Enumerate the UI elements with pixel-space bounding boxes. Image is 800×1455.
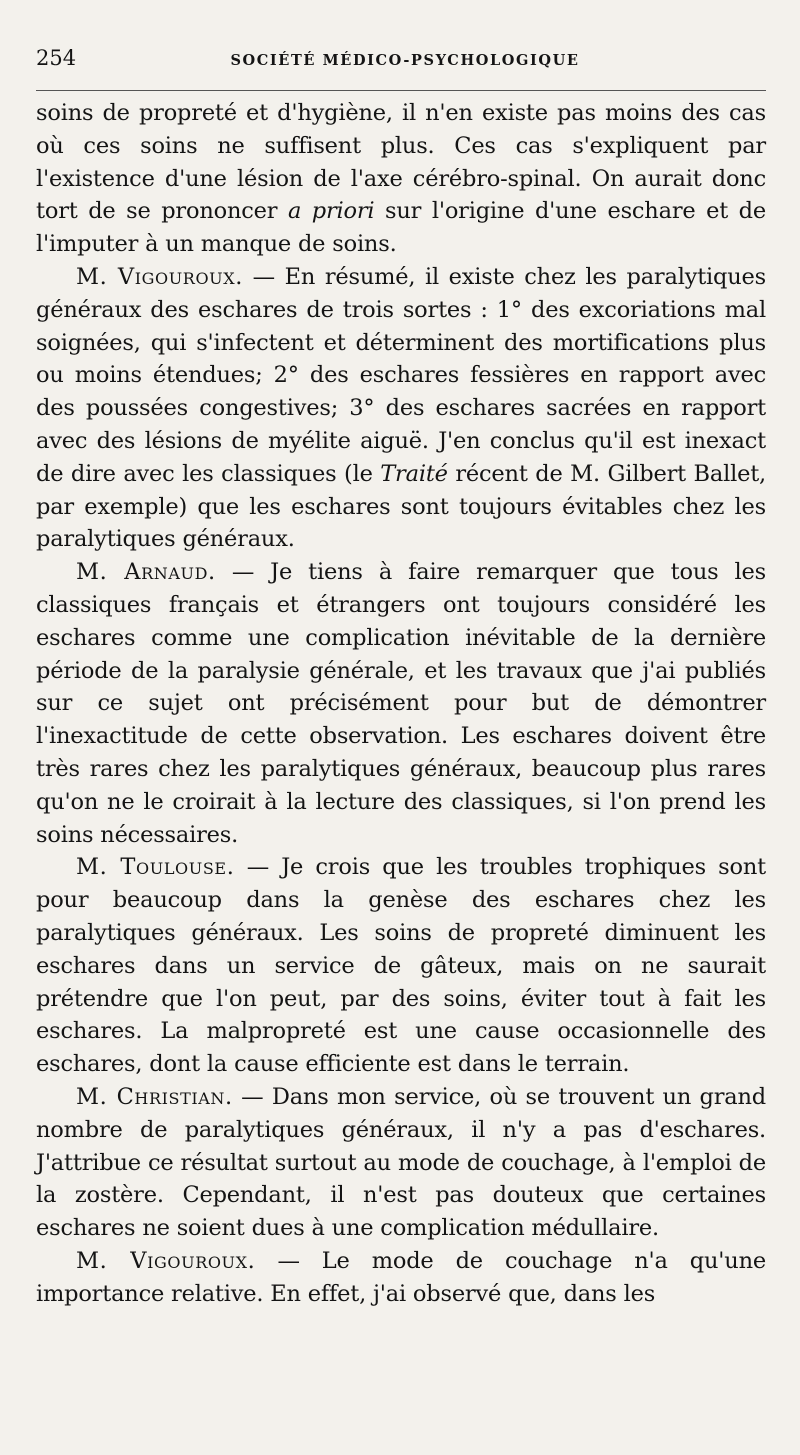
paragraph xyxy=(36,261,766,556)
body-text xyxy=(36,97,766,1310)
paragraph xyxy=(36,97,766,261)
speaker-name: M. Toulouse. xyxy=(76,854,235,881)
italic-text: Traité xyxy=(380,460,448,487)
journal-title: SOCIÉTÉ MÉDICO-PSYCHOLOGIQUE xyxy=(230,52,580,69)
text-segment: — Je tiens à faire remarquer que tous les classiques français et étrangers ont toujours considéré les eschares comme une complication inévitable de la dernière période de la paralysie générale, et les travaux que j'ai publiés sur ce sujet ont précisément pour but de démontrer l'inexactitude de cette observation. Les eschares doivent être très rares chez les paralytiques généraux, beaucoup plus rares qu'on ne le croirait à la lecture des classiques, si l'on prend les soins nécessaires. xyxy=(36,559,766,848)
speaker-name: M. Vigouroux. xyxy=(76,1247,256,1274)
page-number: 254 xyxy=(36,46,77,70)
text-segment: — Je crois que les troubles trophiques sont pour beaucoup dans la genèse des eschares chez les paralytiques généraux. Les soins de propreté diminuent les eschares dans un service de gâteux, mais on ne saurait prétendre que l'on peut, par des soins, éviter tout à fait les eschares. La malpropreté est une cause occasionnelle des eschares, dont la cause efficiente est dans le terrain. xyxy=(36,854,767,1078)
speaker-name: M. Christian. xyxy=(76,1083,233,1110)
running-head xyxy=(36,46,766,91)
text-segment: — En résumé, il existe chez les paralytiques généraux des eschares de trois sortes : 1° des excoriations mal soignées, qui s'infectent et déterminent des mortifications plus ou moins étendues; 2° des eschares fessières en rapport avec des poussées congestives; 3° des eschares sacrées en rapport avec des lésions de myélite aiguë. J'en conclus qu'il est inexact de dire avec les classiques (le xyxy=(36,263,767,487)
paragraph xyxy=(36,1081,766,1245)
paragraph xyxy=(36,851,766,1081)
text-segment: — Le mode de couchage n'a qu'une importance relative. En effet, j'ai observé que, dans les xyxy=(36,1247,766,1307)
text-segment: soins de propreté et d'hygiène, il n'en existe pas moins des cas où ces soins ne suffisent plus. Ces cas s'expliquent par l'existence d'une lésion de l'axe cérébro-spinal. On aurait donc tort de se prononcer xyxy=(36,100,766,225)
speaker-name: M. Vigouroux. xyxy=(76,263,244,290)
text-segment: récent de M. Gilbert Ballet, par exemple) que les eschares sont toujours évitables chez les paralytiques généraux. xyxy=(36,460,766,553)
text-segment: sur l'origine d'une eschare et de l'imputer à un manque de soins. xyxy=(36,198,766,258)
speaker-name: M. Arnaud. xyxy=(76,559,216,586)
paragraph xyxy=(36,1245,766,1311)
text-segment: — Dans mon service, où se trouvent un grand nombre de paralytiques généraux, il n'y a pas d'eschares. J'attribue ce résultat surtout au mode de couchage, à l'emploi de la zostère. Cependant, il n'est pas douteux que certaines eschares ne soient dues à une complication médullaire. xyxy=(36,1083,766,1242)
italic-text: a priori xyxy=(287,198,375,225)
paragraph xyxy=(36,556,766,851)
